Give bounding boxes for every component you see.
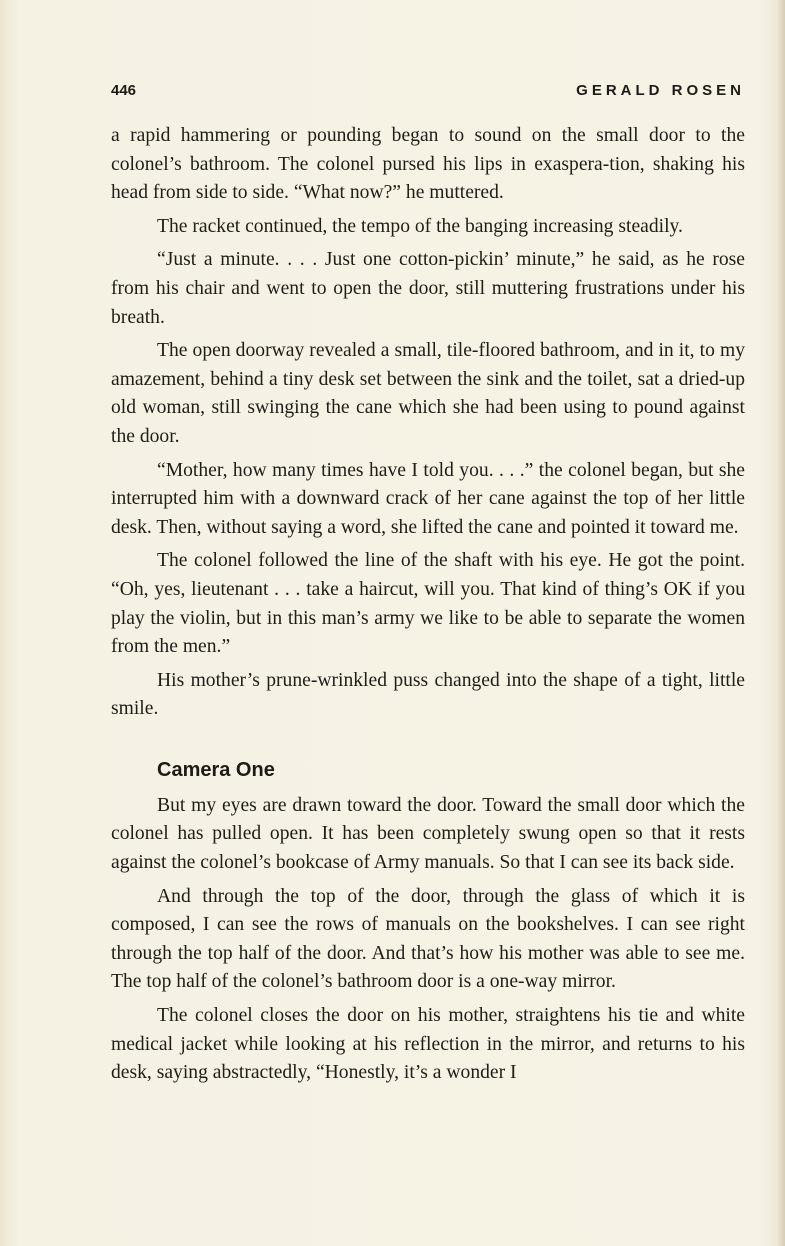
paragraph-1: a rapid hammering or pounding began to sound on the small door to the colonel’s bathroom. The colonel pursed his lips in exaspera-tion, shaking his head from side to side. “What now?” he muttered. [111, 125, 745, 204]
paragraph-6: The colonel followed the line of the shaft with his eye. He got the point. “Oh, yes, lieutenant . . . take a haircut, will you. That kind of thing’s OK if you play the violin, but in this man’s army we like to be able to separate the women from the men.” [111, 550, 745, 658]
paragraph-2: The racket continued, the tempo of the banging increasing steadily. [157, 215, 683, 237]
paragraph-7: His mother’s prune-wrinkled puss changed into the shape of a tight, little smile. [111, 669, 745, 720]
paragraph-4: The open doorway revealed a small, tile-floored bathroom, and in it, to my amazement, behind a tiny desk set between the sink and the toilet, sat a dried-up old woman, still swinging the cane which she had been using to pound against the door. [111, 340, 745, 447]
paragraph-10: The colonel closes the door on his mother, straightens his tie and white medical jacket while looking at his reflection in the mirror, and returns to his desk, saying abstractedly, “Honestly, it’s a wonder I [111, 1005, 745, 1084]
paragraph-8: But my eyes are drawn toward the door. Toward the small door which the colonel has pulled open. It has been completely swung open so that it rests against the colonel’s bookcase of Army manuals. So that I can see its back side. [111, 794, 745, 874]
page-number: 446 [111, 82, 137, 99]
running-head [111, 82, 745, 106]
paragraph-9: And through the top of the door, through the glass of which it is composed, I can see the rows of manuals on the bookshelves. I can see right through the top half of the door. And that’s how his mother was able to see me. The top half of the colonel’s bathroom door is a one-way mirror. [111, 885, 745, 993]
body-text [111, 122, 745, 1093]
paragraph-5: “Mother, how many times have I told you. . . .” the colonel began, but she interrupted him with a downward crack of her cane against the top of her little desk. Then, without saying a word, she lifted the cane and pointed it toward me. [111, 459, 745, 538]
paragraph-3: “Just a minute. . . . Just one cotton-pickin’ minute,” he said, as he rose from his chair and went to open the door, still muttering frustrations under his breath. [111, 249, 745, 328]
page-edge-shadow [777, 0, 785, 1246]
running-head-author: GERALD ROSEN [576, 82, 745, 99]
section-heading: Camera One [157, 758, 275, 781]
